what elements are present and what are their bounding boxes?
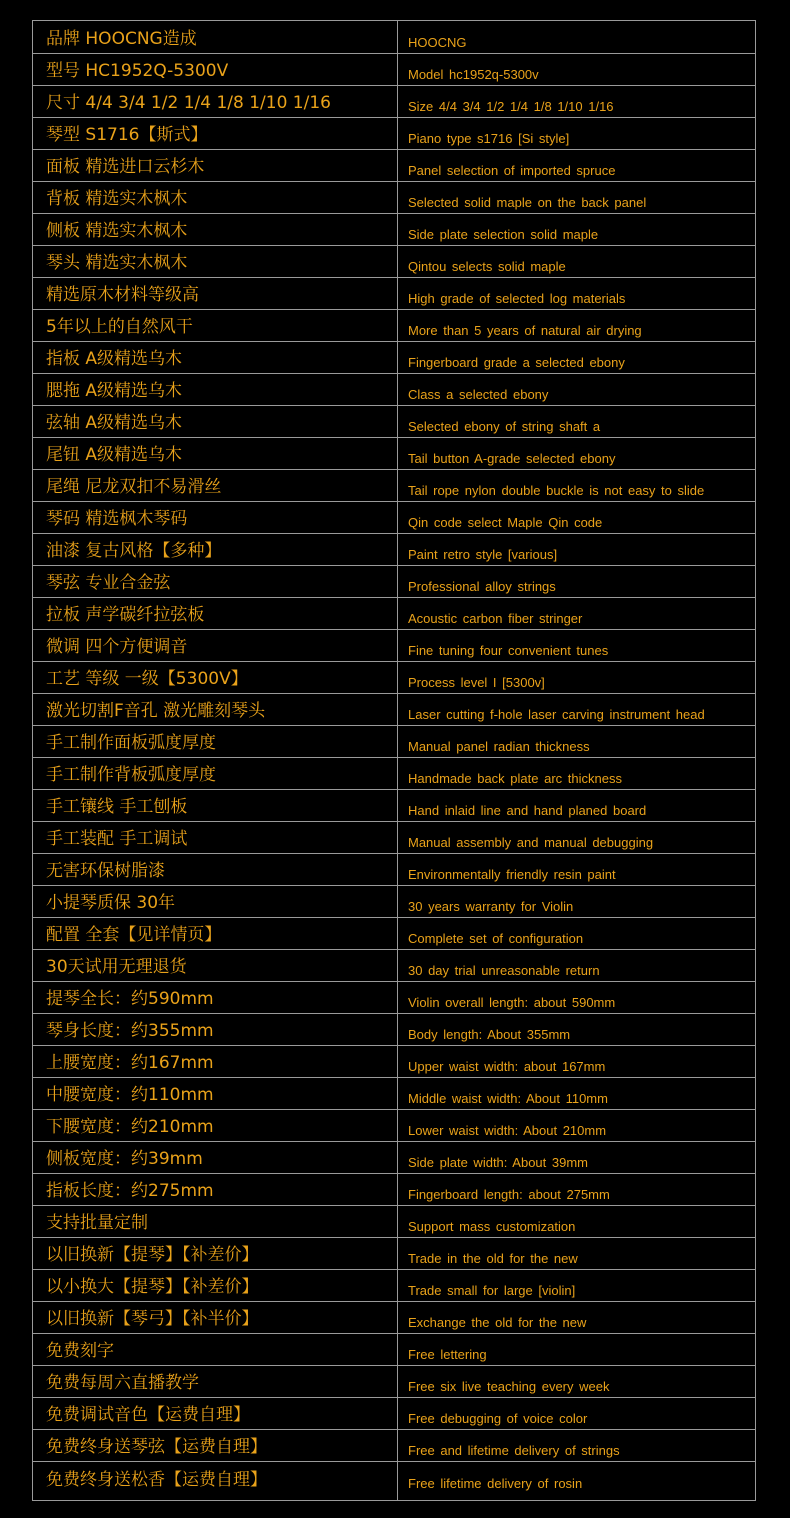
spec-row (33, 470, 755, 502)
spec-label-zh: 油漆 复古风格【多种】 (46, 541, 222, 561)
spec-label-en: Handmade back plate arc thickness (408, 771, 622, 786)
spec-label-en: Free six live teaching every week (408, 1379, 610, 1394)
spec-row (33, 662, 755, 694)
spec-label-zh: 免费调试音色【运费自理】 (46, 1405, 250, 1425)
spec-row (33, 1334, 755, 1366)
spec-label-zh: 品牌 HOOCNG造成 (46, 29, 197, 49)
spec-row (33, 694, 755, 726)
spec-label-zh: 无害环保树脂漆 (46, 861, 165, 881)
spec-label-en: Model hc1952q-5300v (408, 67, 539, 82)
spec-label-en: Professional alloy strings (408, 579, 556, 594)
spec-label-en: Class a selected ebony (408, 387, 549, 402)
spec-row (33, 502, 755, 534)
spec-row (33, 566, 755, 598)
spec-row (33, 1046, 755, 1078)
spec-label-zh: 免费刻字 (46, 1341, 114, 1361)
spec-label-en: Process level I [5300v] (408, 675, 545, 690)
spec-label-zh: 面板 精选进口云杉木 (46, 157, 205, 177)
spec-label-zh: 免费每周六直播教学 (46, 1373, 199, 1393)
spec-label-zh: 尾绳 尼龙双扣不易滑丝 (46, 477, 222, 497)
spec-label-en: Complete set of configuration (408, 931, 584, 946)
spec-label-zh: 微调 四个方便调音 (46, 637, 188, 657)
spec-label-zh: 侧板 精选实木枫木 (46, 221, 188, 241)
spec-label-zh: 手工制作面板弧度厚度 (46, 733, 216, 753)
spec-label-en: Piano type s1716 [Si style] (408, 131, 570, 146)
spec-label-en: High grade of selected log materials (408, 291, 626, 306)
spec-label-zh: 精选原木材料等级高 (46, 285, 199, 305)
spec-label-zh: 腮拖 A级精选乌木 (46, 381, 183, 401)
spec-label-en: Trade small for large [violin] (408, 1283, 576, 1298)
spec-label-en: Upper waist width: about 167mm (408, 1059, 606, 1074)
spec-label-zh: 手工制作背板弧度厚度 (46, 765, 216, 785)
spec-label-zh: 指板 A级精选乌木 (46, 349, 183, 369)
spec-label-zh: 尺寸 4/4 3/4 1/2 1/4 1/8 1/10 1/16 (46, 93, 331, 113)
spec-row (33, 758, 755, 790)
spec-label-zh: 侧板宽度：约39mm (46, 1149, 203, 1169)
spec-label-en: Qintou selects solid maple (408, 259, 566, 274)
spec-label-zh: 支持批量定制 (46, 1213, 148, 1233)
spec-label-zh: 配置 全套【见详情页】 (46, 925, 222, 945)
spec-label-en: Side plate selection solid maple (408, 227, 599, 242)
spec-label-zh: 以小换大【提琴】【补差价】 (46, 1277, 259, 1297)
spec-row (33, 1110, 755, 1142)
spec-row (33, 1270, 755, 1302)
spec-label-zh: 中腰宽度：约110mm (46, 1085, 214, 1105)
spec-label-en: Body length: About 355mm (408, 1027, 571, 1042)
spec-label-zh: 拉板 声学碳纤拉弦板 (46, 605, 205, 625)
spec-label-en: Selected solid maple on the back panel (408, 195, 647, 210)
spec-row (33, 534, 755, 566)
spec-label-zh: 背板 精选实木枫木 (46, 189, 188, 209)
spec-label-en: Selected ebony of string shaft a (408, 419, 601, 434)
spec-row (33, 726, 755, 758)
spec-row (33, 1174, 755, 1206)
spec-row (33, 214, 755, 246)
spec-label-zh: 手工装配 手工调试 (46, 829, 188, 849)
spec-label-en: Qin code select Maple Qin code (408, 515, 603, 530)
spec-label-zh: 琴身长度：约355mm (46, 1021, 214, 1041)
spec-label-en: Fine tuning four convenient tunes (408, 643, 609, 658)
spec-label-en: Tail rope nylon double buckle is not easy to slide (408, 483, 705, 498)
spec-row (33, 86, 755, 118)
spec-label-en: Fingerboard length: about 275mm (408, 1187, 610, 1202)
spec-label-en: Manual panel radian thickness (408, 739, 590, 754)
spec-label-en: Side plate width: About 39mm (408, 1155, 588, 1170)
spec-label-zh: 激光切割F音孔 激光雕刻琴头 (46, 701, 266, 721)
spec-row (33, 342, 755, 374)
spec-row (33, 246, 755, 278)
spec-label-zh: 以旧换新【提琴】【补差价】 (46, 1245, 259, 1265)
spec-row (33, 182, 755, 214)
spec-label-en: Free and lifetime delivery of strings (408, 1443, 620, 1458)
spec-row (33, 982, 755, 1014)
spec-label-zh: 提琴全长：约590mm (46, 989, 214, 1009)
spec-label-en: Paint retro style [various] (408, 547, 558, 562)
spec-label-zh: 弦轴 A级精选乌木 (46, 413, 183, 433)
spec-label-zh: 琴码 精选枫木琴码 (46, 509, 188, 529)
spec-label-en: More than 5 years of natural air drying (408, 323, 642, 338)
spec-row (33, 278, 755, 310)
spec-row (33, 1014, 755, 1046)
spec-row (33, 21, 755, 54)
spec-label-zh: 免费终身送松香【运费自理】 (46, 1470, 267, 1490)
spec-row (33, 1398, 755, 1430)
spec-label-en: Free debugging of voice color (408, 1411, 588, 1426)
spec-label-en: Trade in the old for the new (408, 1251, 578, 1266)
spec-label-en: Free lettering (408, 1347, 487, 1362)
spec-row (33, 854, 755, 886)
spec-row (33, 598, 755, 630)
spec-label-en: Environmentally friendly resin paint (408, 867, 616, 882)
spec-label-en: Fingerboard grade a selected ebony (408, 355, 625, 370)
spec-row (33, 1238, 755, 1270)
spec-rows (33, 21, 755, 1494)
spec-label-en: Panel selection of imported spruce (408, 163, 616, 178)
spec-label-en: Lower waist width: About 210mm (408, 1123, 607, 1138)
spec-row (33, 822, 755, 854)
spec-row (33, 150, 755, 182)
spec-label-en: Acoustic carbon fiber stringer (408, 611, 583, 626)
spec-row (33, 886, 755, 918)
spec-label-zh: 指板长度：约275mm (46, 1181, 214, 1201)
spec-label-zh: 琴弦 专业合金弦 (46, 573, 171, 593)
spec-label-en: Exchange the old for the new (408, 1315, 587, 1330)
spec-label-en: Support mass customization (408, 1219, 576, 1234)
spec-row (33, 1142, 755, 1174)
spec-label-zh: 以旧换新【琴弓】【补半价】 (46, 1309, 259, 1329)
spec-label-zh: 手工镶线 手工刨板 (46, 797, 188, 817)
spec-label-en: Manual assembly and manual debugging (408, 835, 654, 850)
spec-row (33, 54, 755, 86)
spec-label-en: Middle waist width: About 110mm (408, 1091, 608, 1106)
spec-row (33, 310, 755, 342)
spec-table (32, 20, 756, 1501)
spec-row (33, 630, 755, 662)
spec-label-zh: 30天试用无理退货 (46, 957, 187, 977)
spec-row (33, 438, 755, 470)
spec-label-en: HOOCNG (408, 35, 467, 50)
spec-row (33, 1206, 755, 1238)
spec-row (33, 950, 755, 982)
spec-label-en: Violin overall length: about 590mm (408, 995, 616, 1010)
spec-label-zh: 琴头 精选实木枫木 (46, 253, 188, 273)
spec-row (33, 918, 755, 950)
spec-row (33, 1302, 755, 1334)
spec-label-zh: 上腰宽度：约167mm (46, 1053, 214, 1073)
spec-row (33, 406, 755, 438)
spec-row (33, 1366, 755, 1398)
spec-row (33, 1078, 755, 1110)
spec-label-zh: 免费终身送琴弦【运费自理】 (46, 1437, 267, 1457)
spec-row (33, 374, 755, 406)
spec-label-zh: 型号 HC1952Q-5300V (46, 61, 229, 81)
spec-label-en: Hand inlaid line and hand planed board (408, 803, 647, 818)
spec-label-en: Tail button A-grade selected ebony (408, 451, 616, 466)
spec-label-zh: 尾钮 A级精选乌木 (46, 445, 183, 465)
spec-row (33, 790, 755, 822)
spec-label-zh: 琴型 S1716【斯式】 (46, 125, 208, 145)
spec-label-zh: 工艺 等级 一级【5300V】 (46, 669, 248, 689)
spec-row (33, 118, 755, 150)
spec-label-en: Free lifetime delivery of rosin (408, 1476, 583, 1491)
spec-label-en: Size 4/4 3/4 1/2 1/4 1/8 1/10 1/16 (408, 99, 614, 114)
spec-label-en: Laser cutting f-hole laser carving instrument head (408, 707, 705, 722)
spec-label-en: 30 years warranty for Violin (408, 899, 574, 914)
spec-label-zh: 5年以上的自然风干 (46, 317, 193, 337)
spec-label-zh: 下腰宽度：约210mm (46, 1117, 214, 1137)
spec-row (33, 1430, 755, 1462)
spec-label-zh: 小提琴质保 30年 (46, 893, 176, 913)
spec-row (33, 1462, 755, 1494)
spec-label-en: 30 day trial unreasonable return (408, 963, 600, 978)
